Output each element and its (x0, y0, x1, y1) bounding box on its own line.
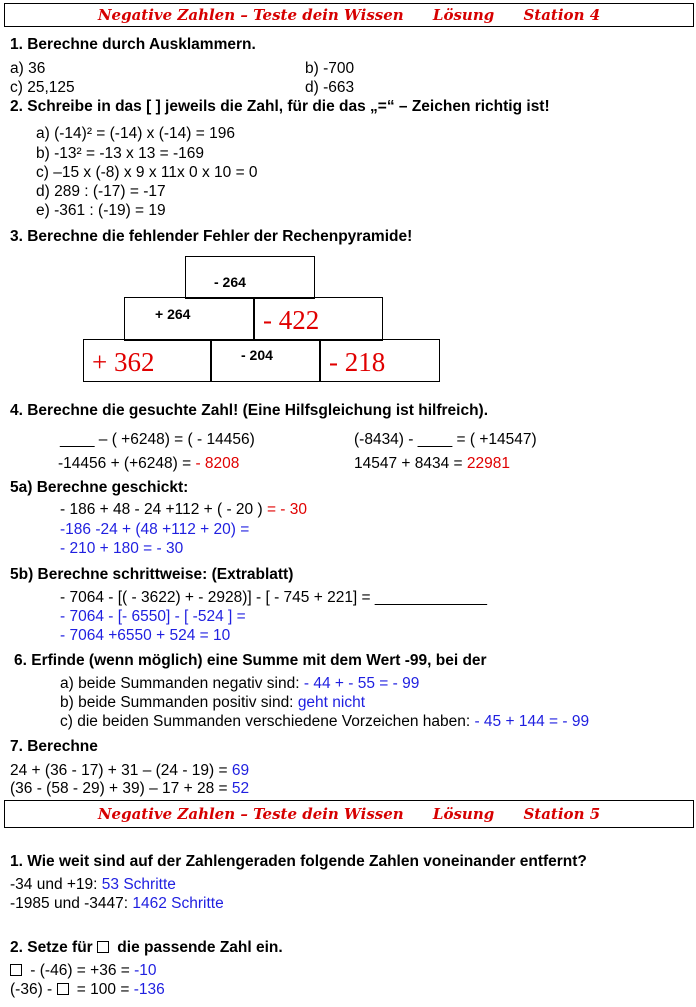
square-placeholder-icon (57, 983, 69, 995)
pyramid-top-cell (185, 256, 315, 299)
task-6c (60, 713, 589, 731)
task-5a-line-2: -186 -24 + (48 +112 + 20) = (60, 521, 250, 538)
header-solution: Lösung (432, 6, 495, 24)
pyramid-bot-left-value: + 362 (92, 347, 155, 377)
task-2-expression-2-post: = 100 = (72, 981, 134, 998)
task-4-right-solution (354, 455, 510, 473)
task-6c-answer: - 45 + 144 = - 99 (474, 713, 590, 730)
task-4-right-answer: 22981 (466, 455, 511, 472)
task-4-left-answer: - 8208 (195, 455, 240, 472)
pyramid-mid-left-value: + 264 (155, 306, 191, 322)
task-5a-heading: 5a) Berechne geschickt: (10, 479, 189, 496)
distance-pair-2: -1985 und -3447: (10, 895, 133, 912)
distance-pair-1: -34 und +19: (10, 876, 102, 893)
task-2-heading-pre: 2. Setze für (10, 939, 97, 956)
task-7-expression-1: 24 + (36 - 17) + 31 – (24 - 19) = (10, 762, 232, 779)
task-2a: a) (-14)² = (-14) x (-14) = 196 (36, 125, 235, 142)
pyramid-mid-right-value: - 422 (263, 305, 320, 335)
task-4-right-equation: (-8434) - ____ = ( +14547) (354, 431, 537, 448)
station-5-task-2-heading (10, 939, 283, 957)
station-4-header (4, 3, 694, 27)
station-5-task-2-line-1 (10, 962, 157, 980)
distance-answer-1: 53 Schritte (101, 876, 176, 893)
task-7-line-1 (10, 762, 249, 780)
task-6b-text: b) beide Summanden positiv sind: (60, 694, 298, 711)
task-2b: b) -13² = -13 x 13 = -169 (36, 145, 205, 162)
station-5-task-1-line-1 (10, 876, 176, 894)
task-7-answer-1: 69 (231, 762, 250, 779)
task-6c-text: c) die beiden Summanden verschiedene Vorzeichen haben: (60, 713, 475, 730)
header-station: Station 4 (523, 6, 601, 24)
task-1c: c) 25,125 (10, 79, 75, 96)
task-6a-answer: - 44 + - 55 = - 99 (303, 675, 420, 692)
task-4-left-solution (58, 455, 239, 473)
task-5b-line-2: - 7064 - [- 6550] - [ -524 ] = (60, 608, 246, 625)
task-6b (60, 694, 365, 712)
task-5b-heading: 5b) Berechne schrittweise: (Extrablatt) (10, 566, 294, 583)
header-solution: Lösung (432, 805, 495, 823)
task-7-heading: 7. Berechne (10, 738, 98, 755)
task-7-expression-2: (36 - (58 - 29) + 39) – 17 + 28 = (10, 780, 232, 797)
task-2-heading-post: die passende Zahl ein. (113, 939, 283, 956)
station-5-header (4, 800, 694, 828)
task-4-left-equation: ____ – ( +6248) = ( - 14456) (60, 431, 255, 448)
station-5-task-2-line-2 (10, 981, 165, 999)
station-5-task-1-heading: 1. Wie weit sind auf der Zahlengeraden folgende Zahlen voneinander entfernt? (10, 853, 587, 870)
task-2-expression-1: - (-46) = +36 = (26, 962, 135, 979)
pyramid-bot-mid-value: - 204 (241, 347, 273, 363)
task-5a-line-1 (60, 501, 307, 519)
task-6b-answer: geht nicht (297, 694, 366, 711)
task-5a-expression: - 186 + 48 - 24 +112 + ( - 20 ) (60, 501, 267, 518)
header-station: Station 5 (523, 805, 601, 823)
task-5a-answer: = - 30 (266, 501, 308, 518)
task-7-answer-2: 52 (231, 780, 250, 797)
task-2-expression-2-pre: (-36) - (10, 981, 57, 998)
task-4-left-aux: -14456 + (+6248) = (58, 455, 196, 472)
task-6-heading: 6. Erfinde (wenn möglich) eine Summe mit dem Wert -99, bei der (14, 652, 487, 669)
task-6a (60, 675, 419, 693)
task-2d: d) 289 : (-17) = -17 (36, 183, 166, 200)
task-1b: b) -700 (305, 60, 355, 77)
square-placeholder-icon (97, 941, 109, 953)
pyramid-top-value: - 264 (214, 274, 246, 290)
task-6a-text: a) beide Summanden negativ sind: (60, 675, 304, 692)
pyramid-bot-right-value: - 218 (329, 347, 386, 377)
station-5-task-1-line-2 (10, 895, 224, 913)
square-placeholder-icon (10, 964, 22, 976)
task-1a: a) 36 (10, 60, 46, 77)
task-2-heading: 2. Schreibe in das [ ] jeweils die Zahl, für die das „=“ – Zeichen richtig ist! (10, 98, 550, 115)
task-4-right-aux: 14547 + 8434 = (354, 455, 467, 472)
task-2c: c) –15 x (-8) x 9 x 11x 0 x 10 = 0 (36, 164, 258, 181)
task-1-heading: 1. Berechne durch Ausklammern. (10, 36, 256, 53)
task-2-answer-1: -10 (134, 962, 157, 979)
task-3-heading: 3. Berechne die fehlender Fehler der Rechenpyramide! (10, 228, 413, 245)
task-2-answer-2: -136 (133, 981, 165, 998)
task-5a-line-3: - 210 + 180 = - 30 (60, 540, 184, 557)
task-4-heading: 4. Berechne die gesuchte Zahl! (Eine Hilfsgleichung ist hilfreich). (10, 402, 489, 419)
header-title: Negative Zahlen – Teste dein Wissen (97, 805, 404, 823)
header-title: Negative Zahlen – Teste dein Wissen (97, 6, 404, 24)
task-5b-line-1: - 7064 - [( - 3622) + - 2928)] - [ - 745 + 221] = _____________ (60, 589, 487, 606)
task-5b-line-3: - 7064 +6550 + 524 = 10 (60, 627, 231, 644)
distance-answer-2: 1462 Schritte (132, 895, 224, 912)
task-7-line-2 (10, 780, 249, 798)
task-2e: e) -361 : (-19) = 19 (36, 202, 166, 219)
task-1d: d) -663 (305, 79, 355, 96)
